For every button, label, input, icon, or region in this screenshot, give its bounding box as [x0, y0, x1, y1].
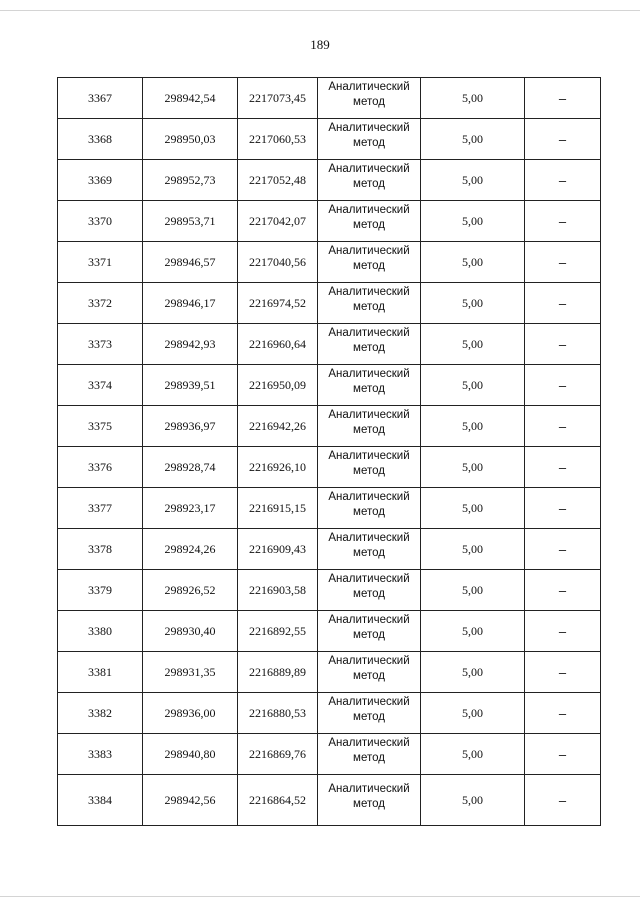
method-text-line: Аналитический [328, 783, 410, 795]
x-coordinate-cell: 298931,35 [143, 652, 238, 693]
point-number-cell: 3369 [58, 160, 143, 201]
method-cell [318, 324, 421, 365]
method-text-line: Аналитический [328, 573, 410, 585]
x-coordinate-cell: 298939,51 [143, 365, 238, 406]
method-text-line: Аналитический [328, 532, 410, 544]
y-coordinate-cell: 2216889,89 [238, 652, 318, 693]
description-cell: – [525, 693, 601, 734]
description-cell: – [525, 78, 601, 119]
method-cell [318, 160, 421, 201]
point-number-cell: 3370 [58, 201, 143, 242]
accuracy-cell: 5,00 [421, 324, 525, 365]
point-number-cell: 3372 [58, 283, 143, 324]
y-coordinate-cell: 2216950,09 [238, 365, 318, 406]
accuracy-cell: 5,00 [421, 775, 525, 826]
y-coordinate-cell: 2217052,48 [238, 160, 318, 201]
method-cell [318, 447, 421, 488]
method-text-line: метод [353, 670, 385, 682]
description-cell: – [525, 775, 601, 826]
x-coordinate-cell: 298952,73 [143, 160, 238, 201]
x-coordinate-cell: 298953,71 [143, 201, 238, 242]
y-coordinate-cell: 2216926,10 [238, 447, 318, 488]
x-coordinate-cell: 298936,00 [143, 693, 238, 734]
y-coordinate-cell: 2217073,45 [238, 78, 318, 119]
method-cell [318, 406, 421, 447]
accuracy-cell: 5,00 [421, 283, 525, 324]
method-text-line: метод [353, 711, 385, 723]
description-cell: – [525, 652, 601, 693]
method-text-line: метод [353, 629, 385, 641]
method-text-line: метод [353, 547, 385, 559]
accuracy-cell: 5,00 [421, 488, 525, 529]
table-row [58, 406, 601, 447]
accuracy-cell: 5,00 [421, 119, 525, 160]
y-coordinate-cell: 2216960,64 [238, 324, 318, 365]
method-cell [318, 570, 421, 611]
y-coordinate-cell: 2216942,26 [238, 406, 318, 447]
method-text-line: Аналитический [328, 368, 410, 380]
y-coordinate-cell: 2216869,76 [238, 734, 318, 775]
point-number-cell: 3384 [58, 775, 143, 826]
x-coordinate-cell: 298936,97 [143, 406, 238, 447]
description-cell: – [525, 734, 601, 775]
table-row [58, 529, 601, 570]
table-row [58, 283, 601, 324]
method-cell [318, 611, 421, 652]
accuracy-cell: 5,00 [421, 406, 525, 447]
table-row [58, 570, 601, 611]
description-cell: – [525, 283, 601, 324]
method-cell [318, 734, 421, 775]
point-number-cell: 3377 [58, 488, 143, 529]
y-coordinate-cell: 2217060,53 [238, 119, 318, 160]
table-row [58, 652, 601, 693]
method-text-line: метод [353, 137, 385, 149]
point-number-cell: 3383 [58, 734, 143, 775]
table-row [58, 201, 601, 242]
method-text-line: метод [353, 798, 385, 810]
method-cell [318, 652, 421, 693]
y-coordinate-cell: 2216909,43 [238, 529, 318, 570]
point-number-cell: 3375 [58, 406, 143, 447]
y-coordinate-cell: 2217042,07 [238, 201, 318, 242]
method-cell [318, 775, 421, 826]
method-text-line: метод [353, 506, 385, 518]
method-cell [318, 693, 421, 734]
y-coordinate-cell: 2216974,52 [238, 283, 318, 324]
method-text-line: метод [353, 260, 385, 272]
accuracy-cell: 5,00 [421, 201, 525, 242]
table-row [58, 488, 601, 529]
x-coordinate-cell: 298926,52 [143, 570, 238, 611]
description-cell: – [525, 324, 601, 365]
scan-edge-bottom [0, 896, 640, 897]
table-body [58, 78, 601, 826]
method-text-line: метод [353, 383, 385, 395]
method-text-line: Аналитический [328, 163, 410, 175]
method-text-line: метод [353, 342, 385, 354]
method-cell [318, 529, 421, 570]
accuracy-cell: 5,00 [421, 78, 525, 119]
method-text-line: Аналитический [328, 327, 410, 339]
method-text-line: Аналитический [328, 614, 410, 626]
y-coordinate-cell: 2216880,53 [238, 693, 318, 734]
point-number-cell: 3373 [58, 324, 143, 365]
point-number-cell: 3378 [58, 529, 143, 570]
method-text-line: метод [353, 301, 385, 313]
description-cell: – [525, 570, 601, 611]
x-coordinate-cell: 298930,40 [143, 611, 238, 652]
accuracy-cell: 5,00 [421, 529, 525, 570]
method-cell [318, 201, 421, 242]
description-cell: – [525, 488, 601, 529]
x-coordinate-cell: 298950,03 [143, 119, 238, 160]
table-row [58, 324, 601, 365]
y-coordinate-cell: 2216864,52 [238, 775, 318, 826]
method-cell [318, 119, 421, 160]
accuracy-cell: 5,00 [421, 570, 525, 611]
accuracy-cell: 5,00 [421, 652, 525, 693]
point-number-cell: 3367 [58, 78, 143, 119]
table-row [58, 365, 601, 406]
x-coordinate-cell: 298924,26 [143, 529, 238, 570]
method-cell [318, 78, 421, 119]
y-coordinate-cell: 2216892,55 [238, 611, 318, 652]
point-number-cell: 3371 [58, 242, 143, 283]
x-coordinate-cell: 298946,17 [143, 283, 238, 324]
description-cell: – [525, 611, 601, 652]
point-number-cell: 3381 [58, 652, 143, 693]
method-text-line: Аналитический [328, 450, 410, 462]
point-number-cell: 3382 [58, 693, 143, 734]
method-cell [318, 365, 421, 406]
y-coordinate-cell: 2216915,15 [238, 488, 318, 529]
method-cell [318, 283, 421, 324]
x-coordinate-cell: 298940,80 [143, 734, 238, 775]
table-row [58, 611, 601, 652]
table-row [58, 734, 601, 775]
method-text-line: метод [353, 752, 385, 764]
method-cell [318, 488, 421, 529]
x-coordinate-cell: 298946,57 [143, 242, 238, 283]
method-text-line: метод [353, 588, 385, 600]
x-coordinate-cell: 298923,17 [143, 488, 238, 529]
x-coordinate-cell: 298942,54 [143, 78, 238, 119]
coordinates-table [57, 77, 601, 826]
point-number-cell: 3368 [58, 119, 143, 160]
accuracy-cell: 5,00 [421, 242, 525, 283]
table-row [58, 160, 601, 201]
method-text-line: Аналитический [328, 81, 410, 93]
method-text-line: метод [353, 96, 385, 108]
method-text-line: Аналитический [328, 122, 410, 134]
method-text-line: метод [353, 424, 385, 436]
table-row [58, 242, 601, 283]
description-cell: – [525, 529, 601, 570]
description-cell: – [525, 119, 601, 160]
y-coordinate-cell: 2216903,58 [238, 570, 318, 611]
accuracy-cell: 5,00 [421, 693, 525, 734]
method-text-line: Аналитический [328, 696, 410, 708]
x-coordinate-cell: 298942,56 [143, 775, 238, 826]
description-cell: – [525, 406, 601, 447]
table-row [58, 119, 601, 160]
table-row [58, 693, 601, 734]
method-text-line: Аналитический [328, 491, 410, 503]
table-row [58, 78, 601, 119]
accuracy-cell: 5,00 [421, 160, 525, 201]
y-coordinate-cell: 2217040,56 [238, 242, 318, 283]
x-coordinate-cell: 298928,74 [143, 447, 238, 488]
accuracy-cell: 5,00 [421, 365, 525, 406]
method-cell [318, 242, 421, 283]
scan-edge-top [0, 10, 640, 11]
description-cell: – [525, 365, 601, 406]
accuracy-cell: 5,00 [421, 734, 525, 775]
method-text-line: метод [353, 465, 385, 477]
description-cell: – [525, 447, 601, 488]
method-text-line: Аналитический [328, 286, 410, 298]
description-cell: – [525, 160, 601, 201]
table-row [58, 447, 601, 488]
method-text-line: Аналитический [328, 655, 410, 667]
point-number-cell: 3376 [58, 447, 143, 488]
method-text-line: метод [353, 178, 385, 190]
table-row [58, 775, 601, 826]
method-text-line: Аналитический [328, 409, 410, 421]
description-cell: – [525, 242, 601, 283]
point-number-cell: 3380 [58, 611, 143, 652]
method-text-line: метод [353, 219, 385, 231]
x-coordinate-cell: 298942,93 [143, 324, 238, 365]
point-number-cell: 3374 [58, 365, 143, 406]
point-number-cell: 3379 [58, 570, 143, 611]
method-text-line: Аналитический [328, 737, 410, 749]
method-text-line: Аналитический [328, 245, 410, 257]
accuracy-cell: 5,00 [421, 447, 525, 488]
description-cell: – [525, 201, 601, 242]
accuracy-cell: 5,00 [421, 611, 525, 652]
method-text-line: Аналитический [328, 204, 410, 216]
page-number: 189 [310, 37, 330, 52]
